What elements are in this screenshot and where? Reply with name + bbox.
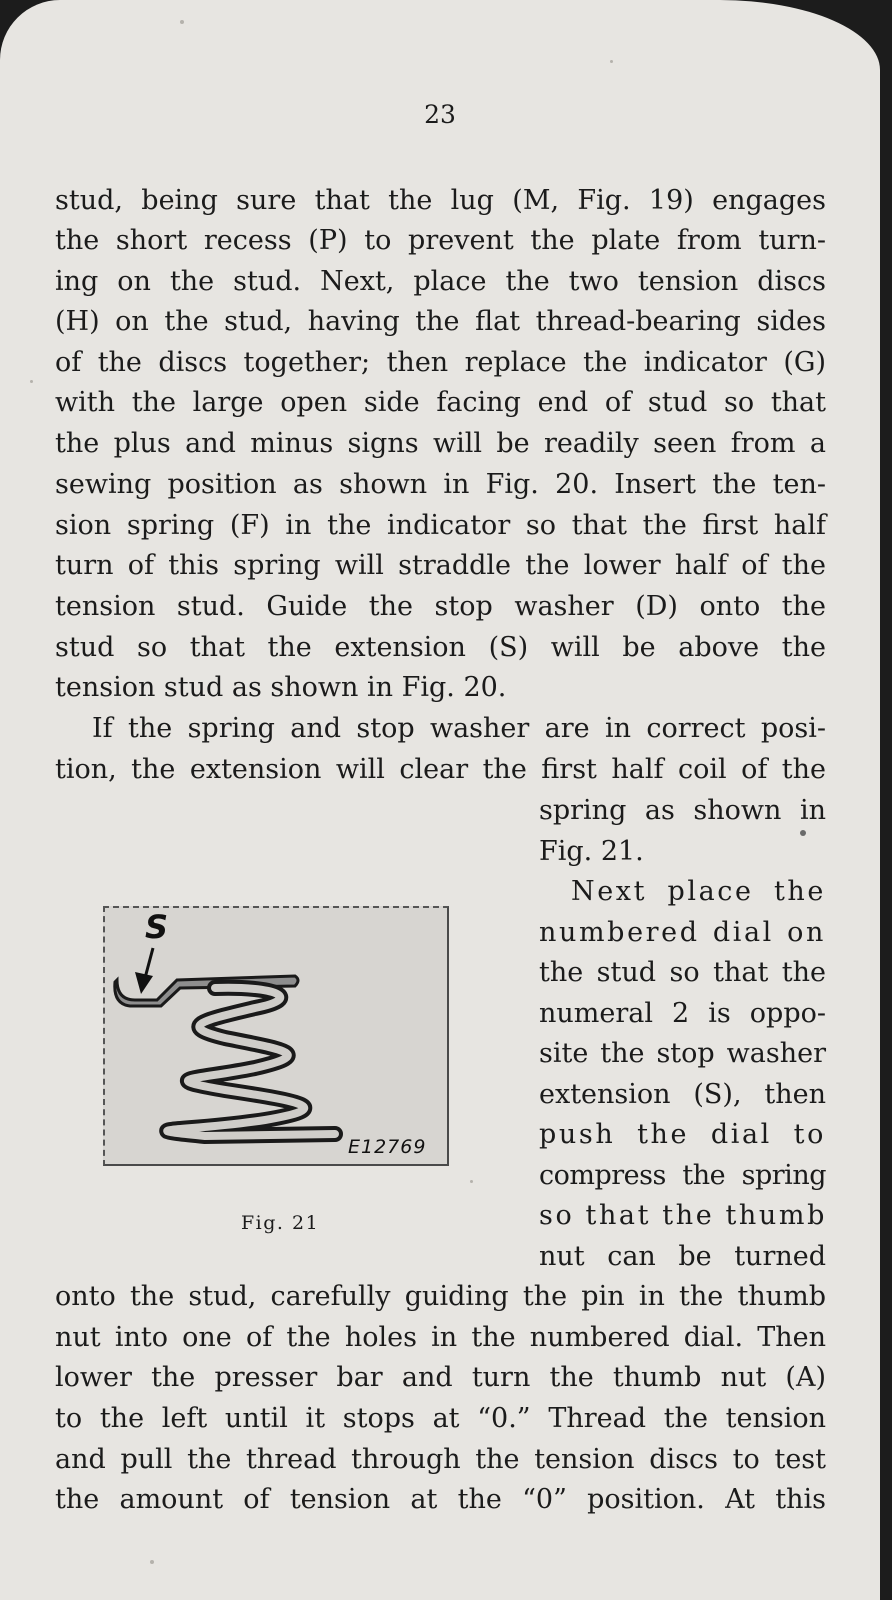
figure-label-s: S — [145, 908, 169, 946]
text-line: the stud so that the — [539, 957, 826, 988]
text-line: tension stud. Guide the stop washer (D) onto the — [55, 591, 826, 622]
paper-speck — [610, 60, 613, 63]
text-line: Next place the — [571, 876, 826, 907]
paper-speck — [180, 20, 184, 24]
text-line: onto the stud, carefully guiding the pin in the thumb — [55, 1281, 826, 1312]
text-line: numeral 2 is oppo- — [539, 998, 826, 1029]
text-line: compress the spring — [539, 1160, 826, 1191]
text-line: lower the presser bar and turn the thumb nut (A) — [55, 1362, 826, 1393]
text-line: sion spring (F) in the indicator so that the first half — [55, 510, 826, 541]
text-line: turn of this spring will straddle the lower half of the — [55, 550, 826, 581]
text-line: site the stop washer — [539, 1038, 826, 1069]
text-line: sewing position as shown in Fig. 20. Insert the ten- — [55, 469, 826, 500]
paper-speck — [30, 380, 33, 383]
figure-caption: Fig. 21 — [241, 1212, 320, 1234]
page-number: 23 — [424, 100, 456, 129]
text-line: tion, the extension will clear the first half coil of the — [55, 754, 826, 785]
text-line: so that the thumb — [539, 1200, 827, 1231]
figure-code: E12769 — [348, 1136, 427, 1158]
tension-spring-illustration — [105, 908, 447, 1164]
text-line: of the discs together; then replace the indicator (G) — [55, 347, 826, 378]
text-line: If the spring and stop washer are in correct posi- — [92, 713, 826, 744]
text-line: the amount of tension at the “0” position. At this — [55, 1484, 826, 1515]
text-line: nut into one of the holes in the numbered dial. Then — [55, 1322, 826, 1353]
text-line: and pull the thread through the tension discs to test — [55, 1444, 826, 1475]
paper-speck — [150, 1560, 154, 1564]
text-line: the short recess (P) to prevent the plate from turn- — [55, 225, 826, 256]
paper-speck — [470, 1180, 473, 1183]
text-line: the plus and minus signs will be readily seen from a — [55, 428, 826, 459]
text-line: (H) on the stud, having the flat thread-bearing sides — [55, 306, 826, 337]
text-line: to the left until it stops at “0.” Thread the tension — [55, 1403, 826, 1434]
figure-21 — [103, 906, 449, 1166]
text-line: with the large open side facing end of stud so that — [55, 387, 826, 418]
text-line: tension stud as shown in Fig. 20. — [55, 672, 507, 703]
text-line: extension (S), then — [539, 1079, 826, 1110]
text-line: ing on the stud. Next, place the two tension discs — [55, 266, 826, 297]
text-line: stud so that the extension (S) will be above the — [55, 632, 826, 663]
text-line: Fig. 21. — [539, 836, 644, 867]
text-line: nut can be turned — [539, 1241, 826, 1272]
text-line: spring as shown in — [539, 795, 826, 826]
text-line: stud, being sure that the lug (M, Fig. 19) engages — [55, 185, 826, 216]
text-line: numbered dial on — [539, 917, 826, 948]
text-line: push the dial to — [539, 1119, 826, 1150]
